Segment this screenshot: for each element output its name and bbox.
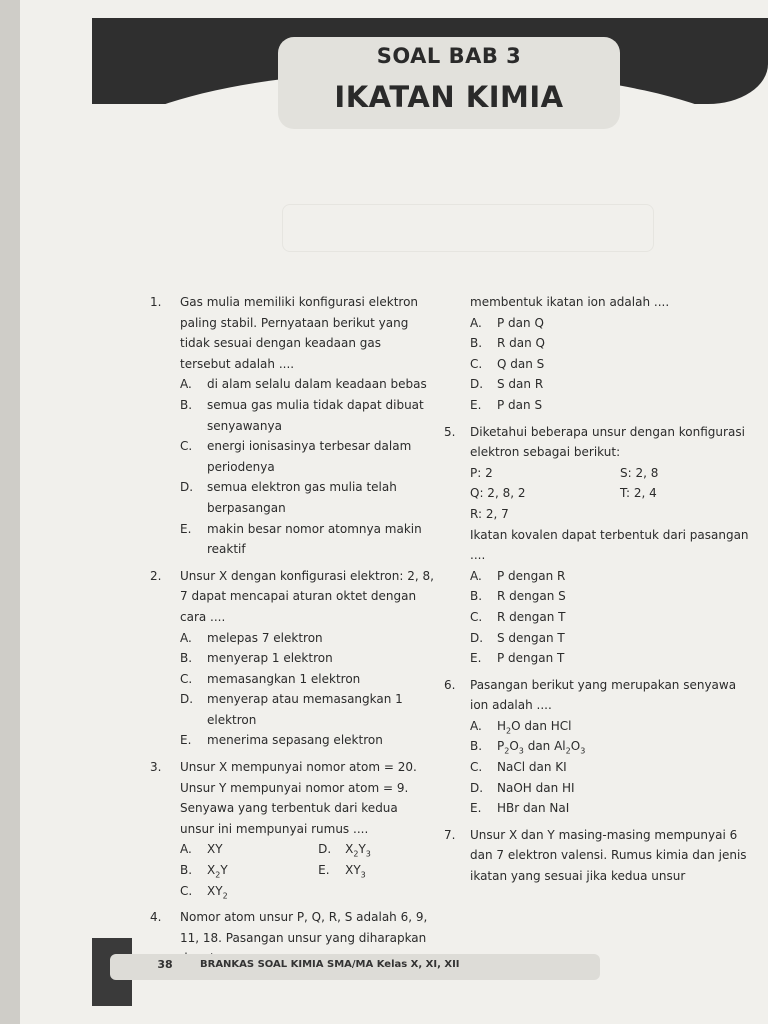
option-letter: B. (180, 651, 193, 666)
option-letter: B. (180, 397, 193, 412)
option-letter: B. (180, 863, 193, 878)
option (180, 519, 434, 560)
option (180, 689, 434, 730)
option-letter: D. (318, 842, 332, 857)
option-text: R dan Q (497, 336, 545, 351)
option (180, 730, 434, 751)
question-text: Unsur X mempunyai nomor atom = 20. Unsur Y mempunyai nomor atom = 9. Senyawa yang terbentuk dari kedua unsur ini mempunyai rumus .... (180, 760, 417, 836)
option-letter: D. (470, 377, 484, 392)
option-text: R dengan T (497, 609, 566, 624)
subscript: 2 (353, 849, 359, 859)
config-row (470, 463, 754, 484)
formula-part: dan Al (523, 739, 566, 754)
option-text: energi ionisasinya terbesar dalam periodenya (207, 439, 412, 474)
option (470, 566, 754, 587)
option-letter: D. (470, 630, 484, 645)
chapter-title: IKATAN KIMIA (334, 80, 564, 114)
option-letter: C. (180, 883, 193, 898)
option-row (180, 839, 434, 860)
option-letter: A. (470, 718, 482, 733)
option-text: S dengan T (497, 630, 565, 645)
formula-part: O (570, 739, 581, 754)
subscript: 2 (506, 726, 512, 736)
option-letter: E. (470, 651, 482, 666)
option-letter: E. (470, 397, 482, 412)
option-letter: E. (470, 801, 482, 816)
option-letter: D. (180, 692, 194, 707)
question-text: Gas mulia memiliki konfigurasi elektron paling stabil. Pernyataan berikut yang tidak sesuai dengan keadaan gas tersebut adalah .... (180, 295, 419, 371)
option-text: makin besar nomor atomnya makin reaktif (207, 521, 422, 557)
left-column (150, 292, 434, 969)
option-letter: D. (470, 780, 484, 795)
formula: XY (207, 842, 223, 857)
option (470, 586, 754, 607)
question-5 (444, 422, 754, 669)
question-text: membentuk ikatan ion adalah .... (470, 295, 670, 309)
option (470, 607, 754, 628)
question-6 (444, 675, 754, 819)
formula-part: XY (345, 863, 361, 878)
option-letter: A. (180, 842, 192, 857)
subscript: 2 (565, 746, 571, 756)
question-7 (444, 825, 754, 887)
option-letter: A. (180, 377, 192, 392)
option-letter: C. (470, 609, 483, 624)
subscript: 2 (222, 891, 228, 901)
option-text: HBr dan NaI (497, 801, 570, 816)
option-letter: E. (318, 863, 330, 878)
option-text: Q dan S (497, 356, 545, 371)
config-s: S: 2, 8 (620, 465, 659, 480)
option-letter: B. (470, 739, 483, 754)
option (180, 839, 318, 860)
option-text: P dan Q (497, 315, 544, 330)
option (180, 628, 434, 649)
question-number: 5. (444, 424, 456, 439)
option (470, 354, 754, 375)
option (180, 395, 434, 436)
option (318, 860, 434, 881)
formula-part: XY (207, 883, 223, 898)
option-text: S dan R (497, 377, 544, 392)
question-2 (150, 566, 434, 751)
right-column (444, 292, 754, 887)
option (180, 374, 434, 395)
option (180, 669, 434, 690)
option-letter: C. (470, 356, 483, 371)
question-number: 1. (150, 295, 162, 309)
question-number: 2. (150, 568, 162, 583)
option (180, 881, 434, 902)
formula-part: Y (220, 863, 228, 878)
book-title: BRANKAS SOAL KIMIA SMA/MA Kelas X, XI, XII (200, 959, 460, 970)
question-3 (150, 757, 434, 901)
question-number: 4. (150, 910, 162, 925)
subscript: 3 (518, 746, 524, 756)
config-r: R: 2, 7 (470, 506, 509, 521)
option-letter: C. (180, 671, 193, 686)
formula-part: O (509, 739, 519, 754)
question-text: Unsur X dengan konfigurasi elektron: 2, 8, 7 dapat mencapai aturan oktet dengan cara .... (180, 568, 434, 624)
option-text: semua elektron gas mulia telah berpasangan (207, 480, 397, 515)
option-text: P dan S (497, 397, 543, 412)
option-text: R dengan S (497, 589, 566, 604)
option (470, 736, 754, 757)
option-row (180, 860, 434, 881)
option-text: semua gas mulia tidak dapat dibuat senyawanya (207, 397, 424, 433)
option-text: menyerap 1 elektron (207, 651, 333, 666)
question-number: 6. (444, 677, 456, 692)
option (318, 839, 434, 860)
option (180, 860, 318, 881)
question-text: Ikatan kovalen dapat terbentuk dari pasangan .... (470, 527, 749, 563)
question-text: Nomor atom unsur P, Q, R, S adalah 6, 9, 11, 18. Pasangan unsur yang diharapkan (180, 910, 428, 945)
formula-part: Y (358, 842, 366, 857)
question-number: 7. (444, 827, 456, 842)
option-text: di alam selalu dalam keadaan bebas (207, 377, 427, 392)
option-letter: E. (180, 521, 192, 536)
option (180, 648, 434, 669)
page-number: 38 (157, 958, 173, 971)
option-letter: B. (470, 589, 483, 604)
config-p: P: 2 (470, 465, 493, 480)
question-number: 3. (150, 760, 162, 775)
subscript: 2 (215, 870, 221, 880)
option (470, 757, 754, 778)
option (470, 716, 754, 737)
option-text: melepas 7 elektron (207, 630, 323, 645)
question-text: Diketahui beberapa unsur dengan konfigurasi elektron sebagai berikut: (470, 424, 745, 460)
formula-part: P (497, 739, 505, 754)
option-text: NaCl dan KI (497, 760, 567, 775)
option (470, 778, 754, 799)
subscript: 3 (580, 746, 586, 756)
subscript: 3 (360, 870, 366, 880)
subscript: 3 (365, 849, 371, 859)
option-letter: A. (470, 568, 482, 583)
show-through-box (282, 204, 654, 252)
option-letter: B. (470, 336, 483, 351)
option-letter: E. (180, 733, 192, 748)
option (470, 648, 754, 669)
option-letter: A. (180, 630, 192, 645)
option (180, 436, 434, 477)
option (470, 374, 754, 395)
formula-part: X (345, 842, 354, 857)
formula-part: X (207, 863, 216, 878)
option-text: NaOH dan HI (497, 780, 575, 795)
option (470, 333, 754, 354)
option-text: P dengan T (497, 651, 565, 666)
option-text: memasangkan 1 elektron (207, 671, 361, 686)
config-row (470, 483, 754, 504)
option-letter: C. (180, 439, 193, 454)
question-1 (150, 292, 434, 560)
option-letter: D. (180, 480, 194, 495)
question-text: Pasangan berikut yang merupakan senyawa ion adalah .... (470, 677, 737, 713)
option (470, 628, 754, 649)
subscript: 2 (504, 746, 510, 756)
question-4-continued (444, 292, 754, 416)
option (470, 395, 754, 416)
config-t: T: 2, 4 (620, 486, 657, 501)
formula-part: O dan HCl (511, 718, 572, 733)
option-text: menyerap atau memasangkan 1 elektron (207, 692, 403, 727)
option (180, 477, 434, 518)
config-q: Q: 2, 8, 2 (470, 486, 526, 501)
option-text: P dengan R (497, 568, 566, 583)
formula-part: H (497, 718, 507, 733)
option-letter: C. (470, 760, 483, 775)
option (470, 313, 754, 334)
option-text: menerima sepasang elektron (207, 733, 383, 748)
chapter-label: SOAL BAB 3 (376, 44, 522, 68)
option-letter: A. (470, 315, 482, 330)
question-text: Unsur X dan Y masing-masing mempunyai 6 dan 7 elektron valensi. Rumus kimia dan jenis ikatan yang sesuai jika kedua unsur (470, 827, 747, 884)
option (470, 798, 754, 819)
